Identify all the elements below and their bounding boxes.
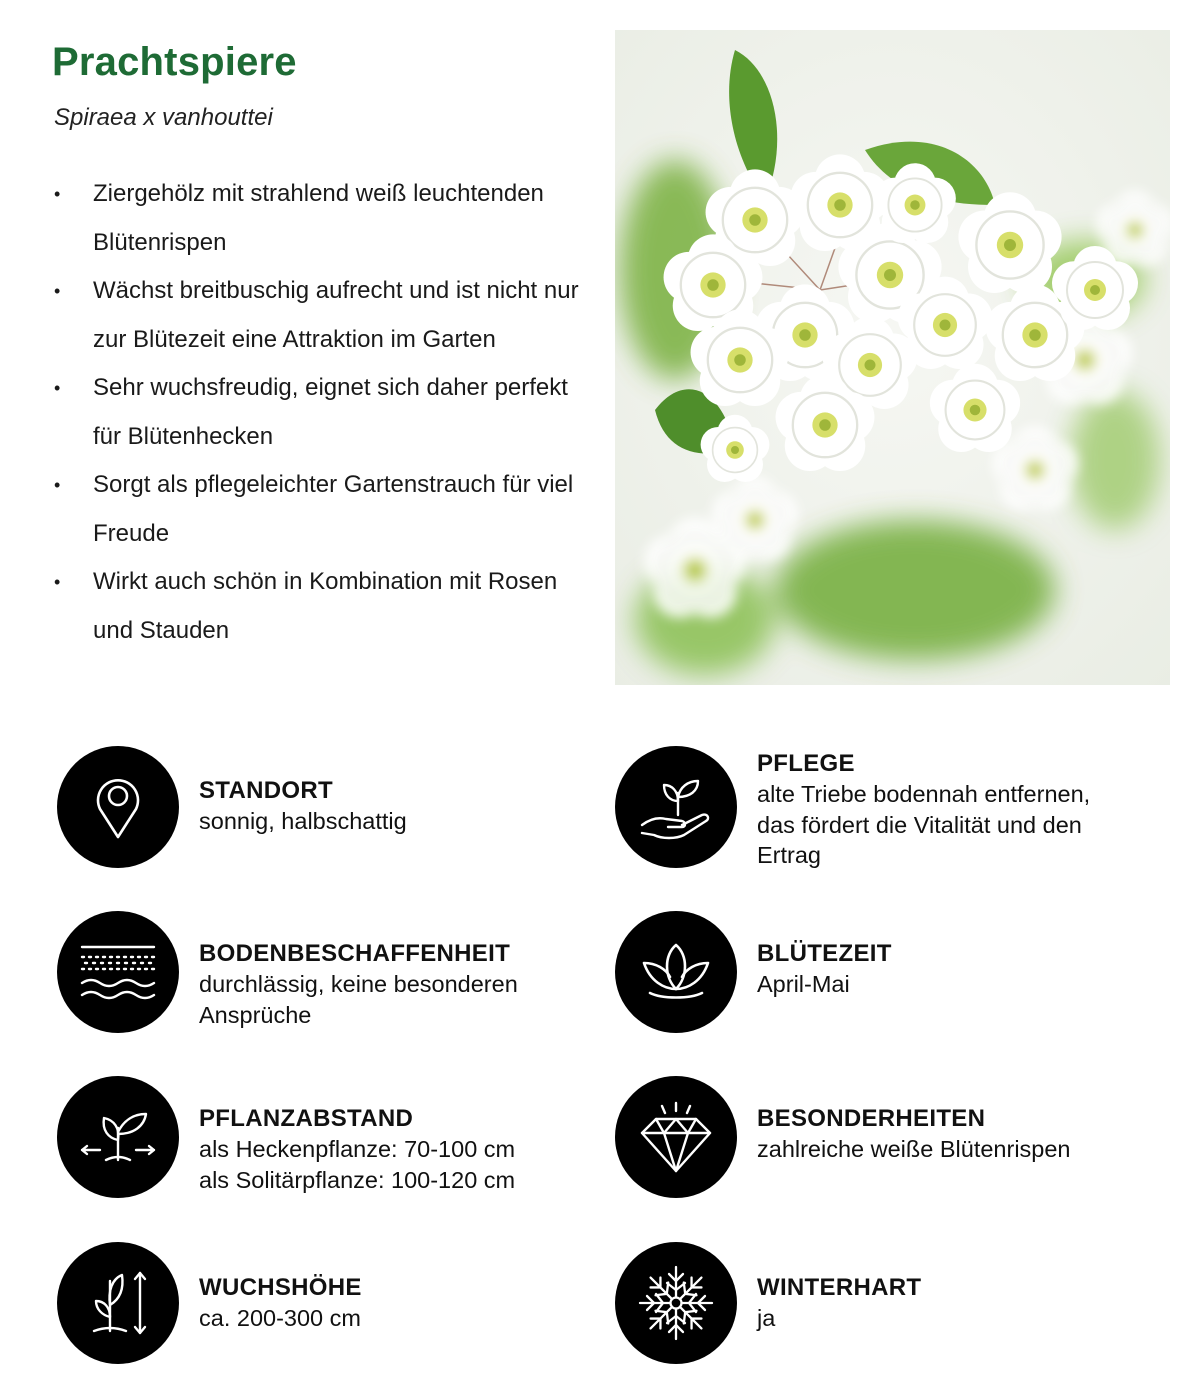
bullet-icon: • (54, 378, 61, 398)
attribute-label: WINTERHART (757, 1274, 922, 1301)
attribute-value: durchlässig, keine besonderen Ansprüche (199, 971, 518, 1028)
attribute-label: WUCHSHÖHE (199, 1274, 362, 1301)
feature-text: Sorgt als pflegeleichter Gartenstrauch für viel Freude (93, 471, 574, 547)
feature-item (54, 461, 599, 558)
bullet-icon: • (54, 475, 61, 495)
attribute-label: PFLEGE (757, 750, 855, 777)
diamond-icon (615, 1076, 737, 1198)
soil-layers-icon (57, 911, 179, 1033)
attribute-winterhart (615, 1242, 1155, 1367)
attribute-value: ja (757, 1305, 776, 1331)
attribute-besonderheiten (615, 1076, 1155, 1201)
botanical-name: Spiraea x vanhouttei (54, 104, 273, 131)
attribute-bodenbeschaffenheit (57, 911, 597, 1036)
attribute-label: BLÜTEZEIT (757, 940, 892, 967)
attribute-value: zahlreiche weiße Blütenrispen (757, 1136, 1071, 1162)
feature-list (54, 170, 599, 655)
attribute-value: April-Mai (757, 971, 850, 997)
attribute-wuchshoehe (57, 1242, 597, 1367)
location-pin-icon (57, 746, 179, 868)
feature-item (54, 170, 599, 267)
feature-item (54, 558, 599, 655)
feature-text: Wächst breitbuschig aufrecht und ist nicht nur zur Blütezeit eine Attraktion im Garten (93, 277, 579, 353)
attribute-value: sonnig, halbschattig (199, 808, 407, 834)
feature-item (54, 364, 599, 461)
feature-text: Sehr wuchsfreudig, eignet sich daher perfekt für Blütenhecken (93, 374, 568, 450)
growth-height-icon (57, 1242, 179, 1364)
attribute-value: alte Triebe bodennah entfernen, das fördert die Vitalität und den Ertrag (757, 781, 1091, 868)
attribute-bluetezeit (615, 911, 1155, 1036)
attribute-pflege (615, 746, 1155, 871)
lotus-flower-icon (615, 911, 737, 1033)
snowflake-icon (615, 1242, 737, 1364)
attribute-value: ca. 200-300 cm (199, 1305, 361, 1331)
attribute-label: STANDORT (199, 777, 333, 804)
bullet-icon: • (54, 281, 61, 301)
attribute-pflanzabstand (57, 1076, 597, 1201)
feature-text: Ziergehölz mit strahlend weiß leuchtenden Blütenrispen (93, 180, 544, 256)
feature-item (54, 267, 599, 364)
bullet-icon: • (54, 572, 61, 592)
bullet-icon: • (54, 184, 61, 204)
attribute-label: BODENBESCHAFFENHEIT (199, 940, 511, 967)
feature-text: Wirkt auch schön in Kombination mit Rosen und Stauden (93, 568, 558, 644)
product-photo (615, 30, 1170, 685)
attribute-label: PFLANZABSTAND (199, 1105, 414, 1132)
attribute-standort (57, 746, 597, 871)
plant-spacing-icon (57, 1076, 179, 1198)
product-title: Prachtspiere (52, 40, 297, 84)
attribute-label: BESONDERHEITEN (757, 1105, 986, 1132)
attribute-value: als Heckenpflanze: 70-100 cm als Solitärpflanze: 100-120 cm (199, 1136, 516, 1193)
hand-seedling-icon (615, 746, 737, 868)
